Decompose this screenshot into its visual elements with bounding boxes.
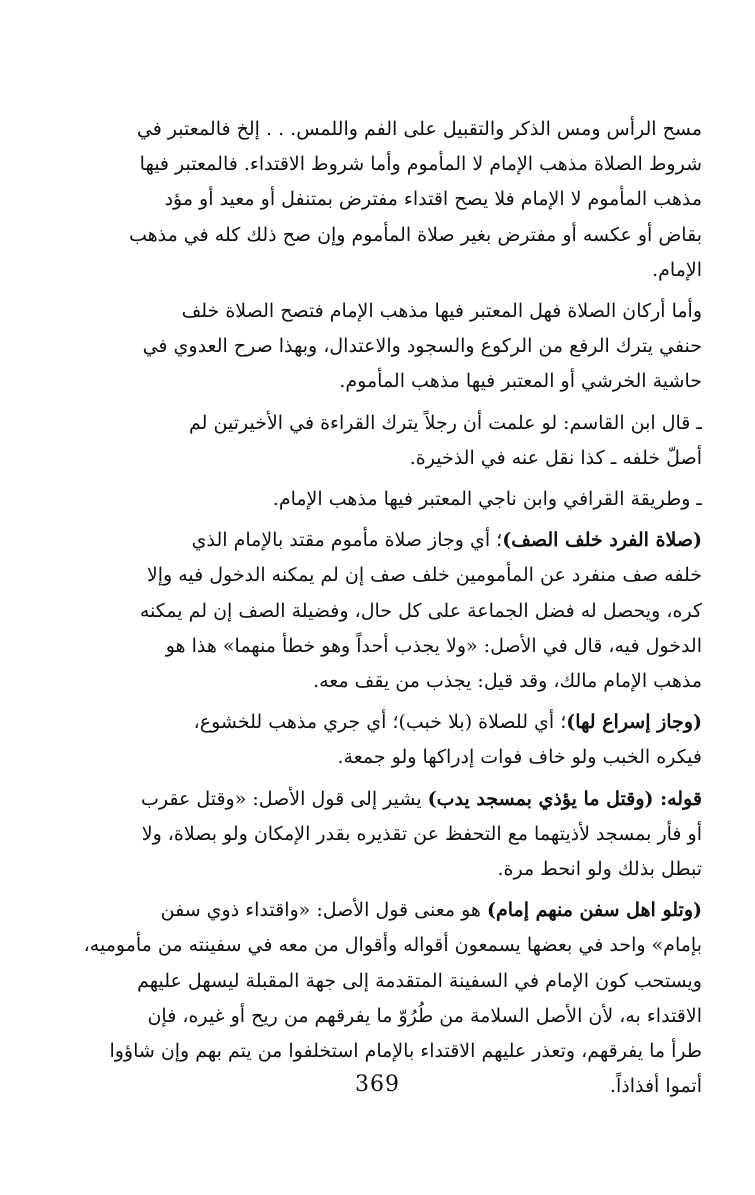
text-line: ـ وطريقة القرافي وابن ناجي المعتبر فيها مذهب الإمام. <box>272 488 702 511</box>
heading-term: (وجاز إسراع لها) <box>566 711 702 734</box>
text-line: أصلّ خلفه ـ كذا نقل عنه في الذخيرة. <box>409 446 702 469</box>
text-run: هو معنى قول الأصل: «واقتداء ذوي سفن <box>160 899 487 922</box>
paragraph-1 <box>62 112 702 288</box>
text-line: خلفه صف منفرد عن المأمومين خلف صف إن لم يمكنه الدخول فيه وإلا <box>146 564 702 587</box>
heading-term: (وتلو اهل سفن منهم إمام) <box>486 899 702 922</box>
text-line <box>62 893 702 928</box>
heading-term: (صلاة الفرد خلف الصف) <box>502 529 702 552</box>
text-line: أو فأر بمسجد لأذيتهما مع التحفظ عن تقذيره بقدر الإمكان ولو بصلاة، ولا <box>141 822 702 845</box>
text-line: الاقتداء به، لأن الأصل السلامة من طُرُوّ ما يفرقهم من ريح أو غيره، فإن <box>147 1004 702 1027</box>
page-number: 369 <box>355 1072 400 1097</box>
text-line: حاشية الخرشي أو المعتبر فيها مذهب المأموم. <box>339 370 702 393</box>
text-run: ؛ أي وجاز صلاة مأموم مقتد بالإمام الذي <box>191 529 503 552</box>
heading-term: قوله: (وقتل ما يؤذي بمسجد يدب) <box>427 787 702 810</box>
text-line: بقاض أو عكسه أو مفترض بغير صلاة المأموم وإن صح ذلك كله في مذهب <box>128 223 702 246</box>
text-run: يشير إلى قول الأصل: «وقتل عقرب <box>140 787 428 810</box>
paragraph-3 <box>62 406 702 476</box>
text-run: ؛ أي للصلاة (بلا خبب)؛ أي جري مذهب للخشوع، <box>193 711 567 734</box>
paragraph-6 <box>62 705 702 775</box>
text-line: فيكره الخبب ولو خاف فوات إدراكها ولو جمعة. <box>337 746 702 769</box>
paragraph-5 <box>62 523 702 699</box>
text-line: شروط الصلاة مذهب الإمام لا المأموم وأما شروط الاقتداء. فالمعتبر فيها <box>139 153 702 176</box>
text-line: طرأ ما يفرقهم، وتعذر عليهم الاقتداء بالإمام استخلفوا من يتم بهم وإن شاؤوا <box>109 1040 702 1063</box>
text-line: مذهب الإمام مالك، وقد قيل: يجذب من يقف معه. <box>313 670 702 693</box>
text-line: ـ قال ابن القاسم: لو علمت أن رجلاً يترك القراءة في الأخيرتين لم <box>189 411 702 434</box>
paragraph-7 <box>62 782 702 888</box>
text-line <box>62 782 702 817</box>
page-body <box>62 112 702 1110</box>
text-line: ويستحب كون الإمام في السفينة المتقدمة إلى جهة المقبلة ليسهل عليهم <box>137 969 702 992</box>
text-line: مذهب المأموم لا الإمام فلا يصح اقتداء مفترض بمتنفل أو معيد أو مؤد <box>164 188 702 211</box>
text-line: أتموا أفذاذاً. <box>609 1075 702 1098</box>
text-line: كره، ويحصل له فضل الجماعة على كل حال، وفضيلة الصف إن لم يمكنه <box>139 599 702 622</box>
text-line: وأما أركان الصلاة فهل المعتبر فيها مذهب الإمام فتصح الصلاة خلف <box>181 300 702 323</box>
text-line <box>62 705 702 740</box>
text-line: حنفي يترك الرفع من الركوع والسجود والاعتدال، وبهذا صرح العدوي في <box>142 335 702 358</box>
text-line: بإمام» واحد في بعضها يسمعون أقواله وأقوال من معه في سفينته من مأموميه، <box>83 934 702 957</box>
text-line: الإمام. <box>652 258 702 281</box>
text-line <box>62 523 702 558</box>
text-line: مسح الرأس ومس الذكر والتقبيل على الفم واللمس. . . إلخ فالمعتبر في <box>136 118 702 140</box>
text-line: الدخول فيه، قال في الأصل: «ولا يجذب أحداً وهو خطأ منهما» هذا هو <box>165 634 702 657</box>
paragraph-2 <box>62 294 702 400</box>
paragraph-4 <box>62 482 702 517</box>
text-line: تبطل بذلك ولو انحط مرة. <box>497 858 702 881</box>
